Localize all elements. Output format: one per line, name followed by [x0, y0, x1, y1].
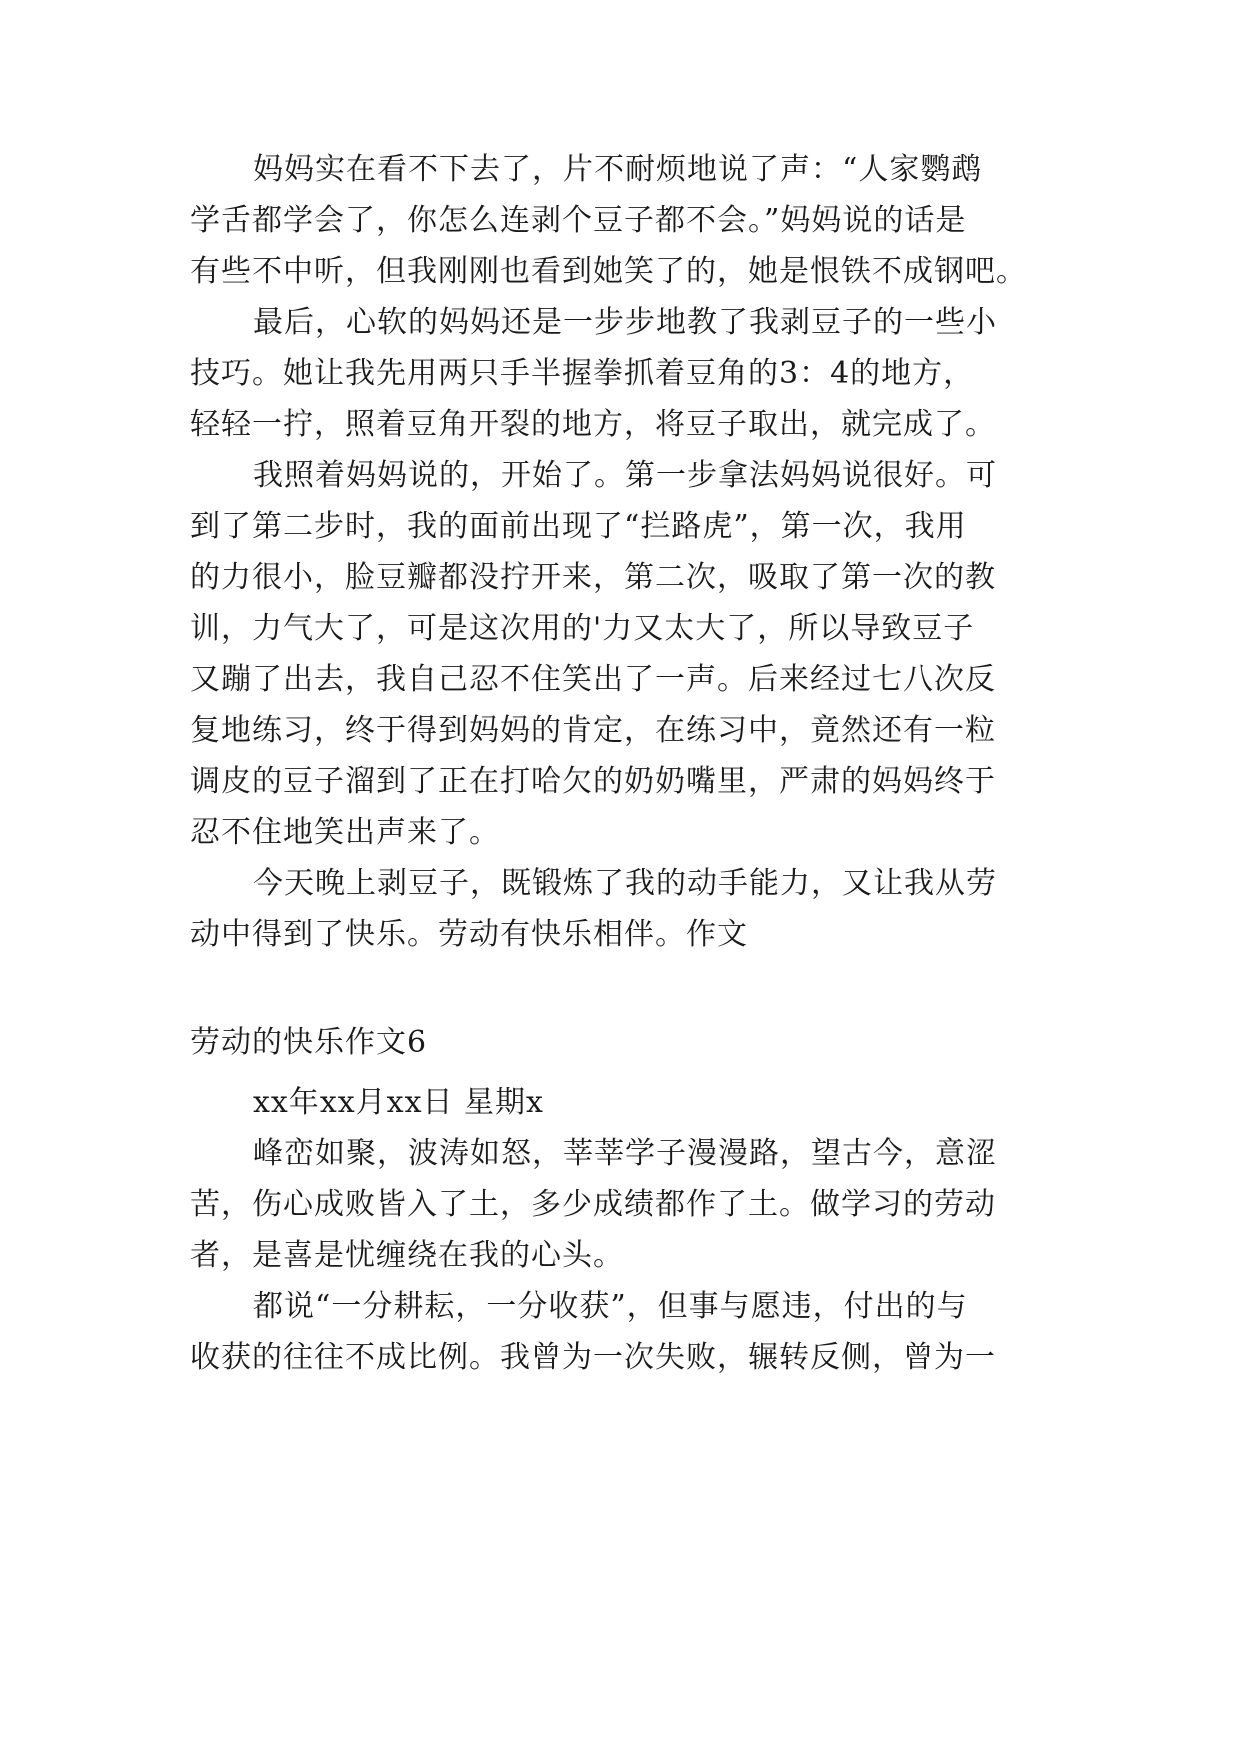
- paragraph-line: 到了第二步时，我的面前出现了“拦路虎”，第一次，我用: [190, 509, 967, 544]
- paragraph-line: 动中得到了快乐。劳动有快乐相伴。作文: [190, 917, 748, 952]
- paragraph-line: 者，是喜是忧缠绕在我的心头。: [190, 1238, 624, 1273]
- paragraph-line: 都说“一分耕耘，一分收获”，但事与愿违，付出的与: [253, 1289, 968, 1324]
- paragraph-line: 峰峦如聚，波涛如怒，莘莘学子漫漫路，望古今，意涩: [253, 1136, 997, 1171]
- paragraph-line: 我照着妈妈说的，开始了。第一步拿法妈妈说很好。可: [253, 458, 997, 493]
- paragraph-line: 训，力气大了，可是这次用的'力又太大了，所以导致豆子: [190, 611, 975, 646]
- paragraph-line: 最后，心软的妈妈还是一步步地教了我剥豆子的一些小: [253, 305, 997, 340]
- paragraph-line: 今天晚上剥豆子，既锻炼了我的动手能力，又让我从劳: [253, 866, 997, 901]
- date-line: xx年xx月xx日 星期x: [253, 1085, 544, 1120]
- paragraph-line: 学舌都学会了，你怎么连剥个豆子都不会。”妈妈说的话是: [190, 203, 967, 238]
- paragraph-line: 妈妈实在看不下去了，片不耐烦地说了声：“人家鹦鹉: [253, 152, 983, 187]
- paragraph-line: 轻轻一拧，照着豆角开裂的地方，将豆子取出，就完成了。: [190, 407, 996, 442]
- paragraph-line: 复地练习，终于得到妈妈的肯定，在练习中，竟然还有一粒: [190, 713, 996, 748]
- paragraph-line: 的力很小，脸豆瓣都没拧开来，第二次，吸取了第一次的教: [190, 560, 996, 595]
- paragraph-line: 又蹦了出去，我自己忍不住笑出了一声。后来经过七八次反: [190, 662, 996, 697]
- paragraph-line: 收获的往往不成比例。我曾为一次失败，辗转反侧，曾为一: [190, 1340, 996, 1375]
- paragraph-line: 有些不中听，但我刚刚也看到她笑了的，她是恨铁不成钢吧。: [190, 254, 1027, 289]
- paragraph-line: 技巧。她让我先用两只手半握拳抓着豆角的3：4的地方，: [190, 356, 975, 391]
- paragraph-line: 忍不住地笑出声来了。: [190, 815, 500, 850]
- section-heading: 劳动的快乐作文6: [190, 1025, 428, 1060]
- paragraph-line: 调皮的豆子溜到了正在打哈欠的奶奶嘴里，严肃的妈妈终于: [190, 764, 996, 799]
- paragraph-line: 苦，伤心成败皆入了土，多少成绩都作了土。做学习的劳动: [190, 1187, 996, 1222]
